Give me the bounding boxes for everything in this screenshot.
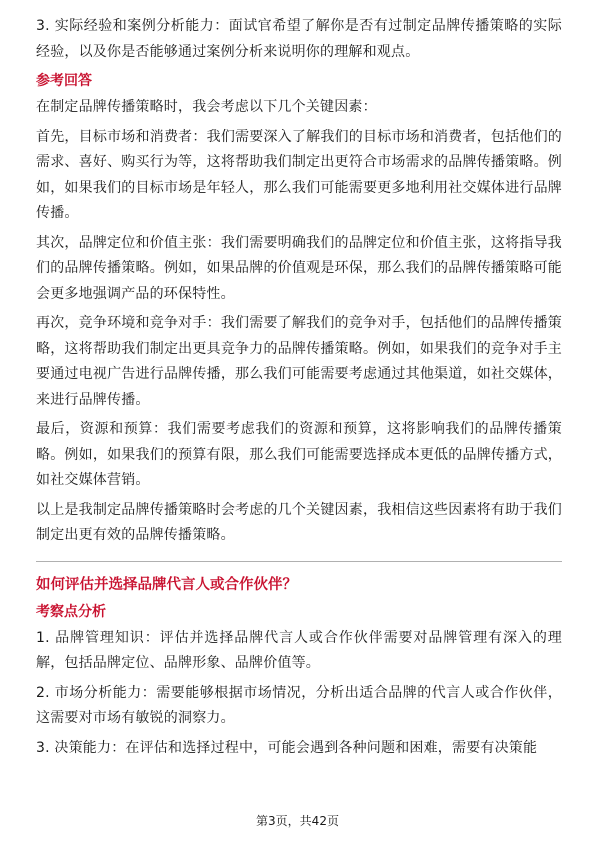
assessment-item-3: 3. 实际经验和案例分析能力：面试官希望了解你是否有过制定品牌传播策略的实际经验，以及你是否能够通过案例分析来说明你的理解和观点。 — [36, 18, 562, 60]
analysis-item-3: 3. 决策能力：在评估和选择过程中，可能会遇到各种问题和困难，需要有决策能 — [36, 739, 538, 756]
answer-intro: 在制定品牌传播策略时，我会考虑以下几个关键因素： — [36, 99, 377, 115]
reference-answer-label: 参考回答 — [36, 73, 92, 89]
answer-paragraph-4: 最后，资源和预算：我们需要考虑我们的资源和预算，这将影响我们的品牌传播策略。例如，如果我们的预算有限，那么我们可能需要选择成本更低的品牌传播方式，如社交媒体营销。 — [36, 421, 562, 488]
answer-paragraph-2: 其次，品牌定位和价值主张：我们需要明确我们的品牌定位和价值主张，这将指导我们的品牌传播策略。例如，如果品牌的价值观是环保，那么我们的品牌传播策略可能会更多地强调产品的环保特性。 — [36, 234, 562, 302]
section-divider — [36, 561, 562, 562]
analysis-item-1: 1. 品牌管理知识：评估并选择品牌代言人或合作伙伴需要对品牌管理有深入的理解，包括品牌定位、品牌形象、品牌价值等。 — [36, 629, 562, 671]
question-title: 如何评估并选择品牌代言人或合作伙伴？ — [36, 576, 297, 593]
answer-conclusion: 以上是我制定品牌传播策略时会考虑的几个关键因素，我相信这些因素将有助于我们制定出更有效的品牌传播策略。 — [36, 501, 562, 543]
document-page — [36, 14, 562, 765]
answer-paragraph-3: 再次，竞争环境和竞争对手：我们需要了解我们的竞争对手，包括他们的品牌传播策略，这将帮助我们制定出更具竞争力的品牌传播策略。例如，如果我们的竞争对手主要通过电视广告进行品牌传播，那么我们可能需要考虑通过其他渠道，如社交媒体，来进行品牌传播。 — [36, 315, 562, 408]
analysis-label: 考察点分析 — [36, 603, 106, 620]
answer-paragraph-1: 首先，目标市场和消费者：我们需要深入了解我们的目标市场和消费者，包括他们的需求、喜好、购买行为等，这将帮助我们制定出更符合市场需求的品牌传播策略。例如，如果我们的目标市场是年轻人，那么我们可能需要更多地利用社交媒体进行品牌传播。 — [36, 128, 562, 221]
analysis-item-2: 2. 市场分析能力：需要能够根据市场情况，分析出适合品牌的代言人或合作伙伴，这需要对市场有敏锐的洞察力。 — [36, 684, 562, 726]
page-number: 第3页，共42页 — [256, 814, 339, 828]
